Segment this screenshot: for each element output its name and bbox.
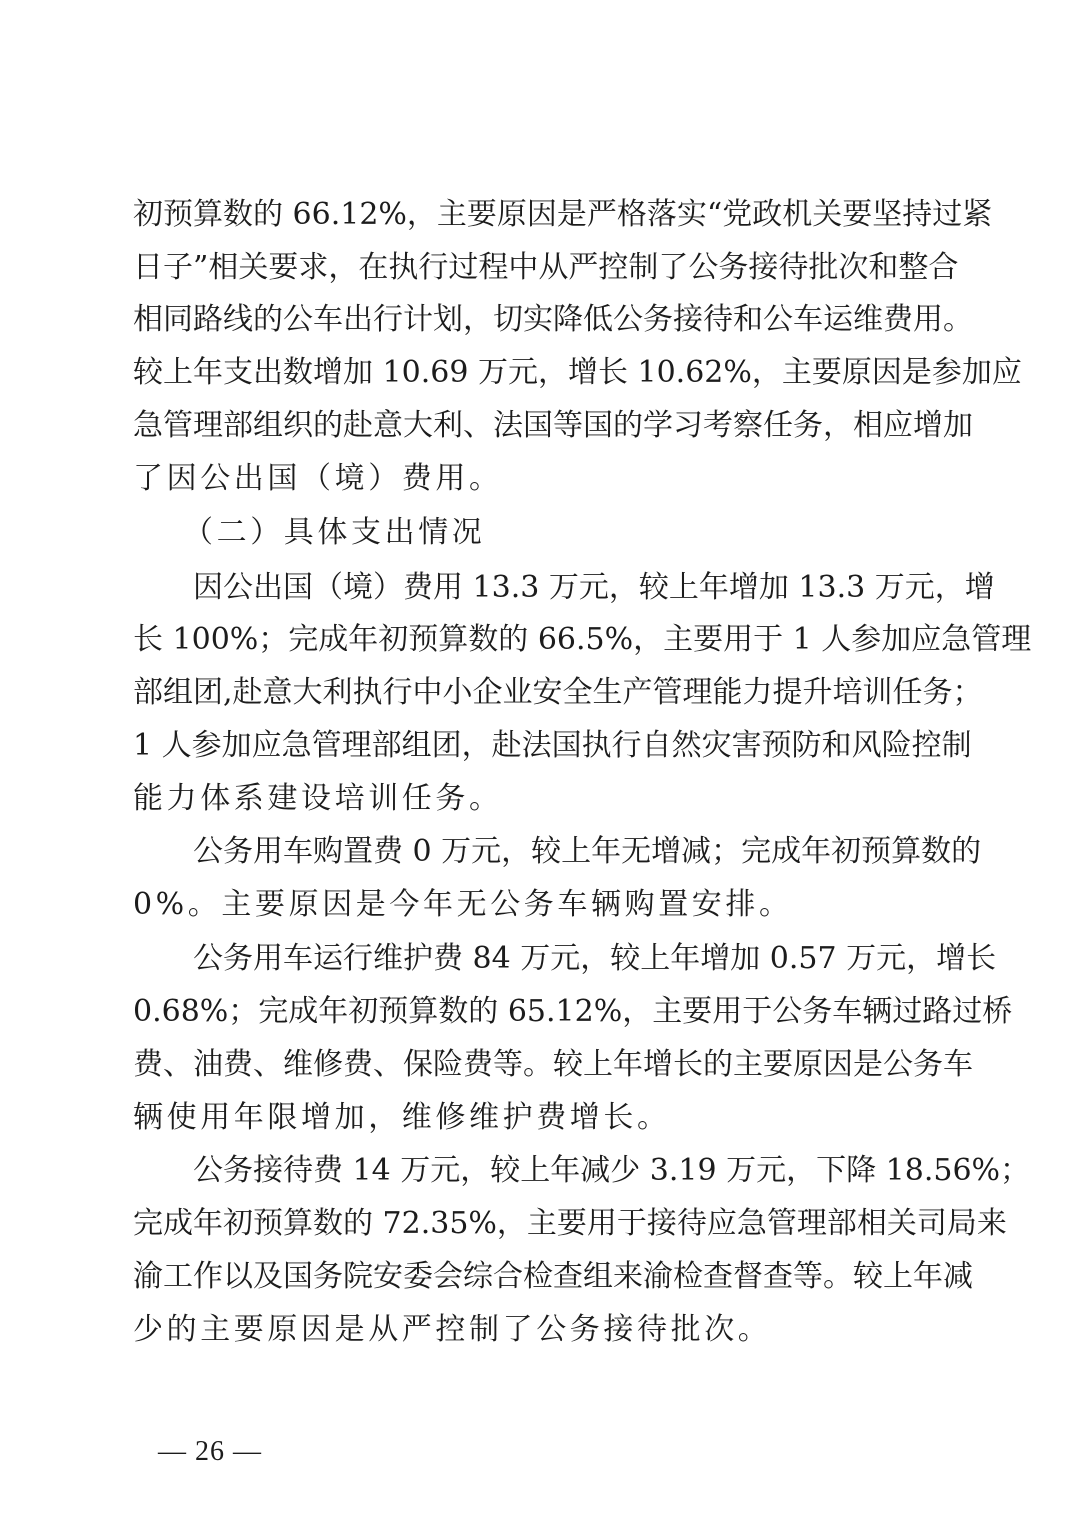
paragraph-line: 0.68%；完成年初预算数的 65.12%，主要用于公务车辆过路过桥: [133, 994, 1013, 1029]
paragraph-line: 辆使用年限增加，维修维护费增长。: [133, 1100, 671, 1135]
paragraph-line: 日子”相关要求，在执行过程中从严控制了公务接待批次和整合: [133, 250, 959, 285]
paragraph-line: 初预算数的 66.12%，主要原因是严格落实“党政机关要坚持过紧: [133, 197, 993, 232]
paragraph-line: 急管理部组织的赴意大利、法国等国的学习考察任务，相应增加: [133, 408, 973, 443]
paragraph-line: 相同路线的公车出行计划，切实降低公务接待和公车运维费用。: [133, 302, 973, 337]
paragraph-line: 因公出国（境）费用 13.3 万元，较上年增加 13.3 万元，增: [193, 570, 995, 605]
paragraph-line: 部组团,赴意大利执行中小企业安全生产管理能力提升培训任务；: [133, 675, 983, 710]
paragraph-line: 公务接待费 14 万元，较上年减少 3.19 万元，下降 18.56%；: [193, 1153, 1031, 1188]
paragraph-line: 渝工作以及国务院安委会综合检查组来渝检查督查等。较上年减: [133, 1259, 973, 1294]
paragraph-line: 少的主要原因是从严控制了公务接待批次。: [133, 1312, 772, 1347]
paragraph-line: 公务用车运行维护费 84 万元，较上年增加 0.57 万元，增长: [193, 941, 997, 976]
paragraph-line: 1 人参加应急管理部组团，赴法国执行自然灾害预防和风险控制: [133, 728, 972, 763]
page-number: — 26 —: [158, 1436, 262, 1467]
section-heading: （二）具体支出情况: [183, 515, 486, 550]
paragraph-line: 长 100%；完成年初预算数的 66.5%，主要用于 1 人参加应急管理: [133, 622, 1032, 657]
paragraph-line: 能力体系建设培训任务。: [133, 781, 503, 816]
paragraph-line: 完成年初预算数的 72.35%，主要用于接待应急管理部相关司局来: [133, 1206, 1007, 1241]
paragraph-line: 了因公出国（境）费用。: [133, 461, 503, 496]
paragraph-line: 0%。主要原因是今年无公务车辆购置安排。: [133, 887, 793, 922]
paragraph-line: 较上年支出数增加 10.69 万元，增长 10.62%，主要原因是参加应: [133, 355, 1022, 390]
paragraph-line: 费、油费、维修费、保险费等。较上年增长的主要原因是公务车: [133, 1047, 973, 1082]
paragraph-line: 公务用车购置费 0 万元，较上年无增减；完成年初预算数的: [193, 834, 982, 869]
